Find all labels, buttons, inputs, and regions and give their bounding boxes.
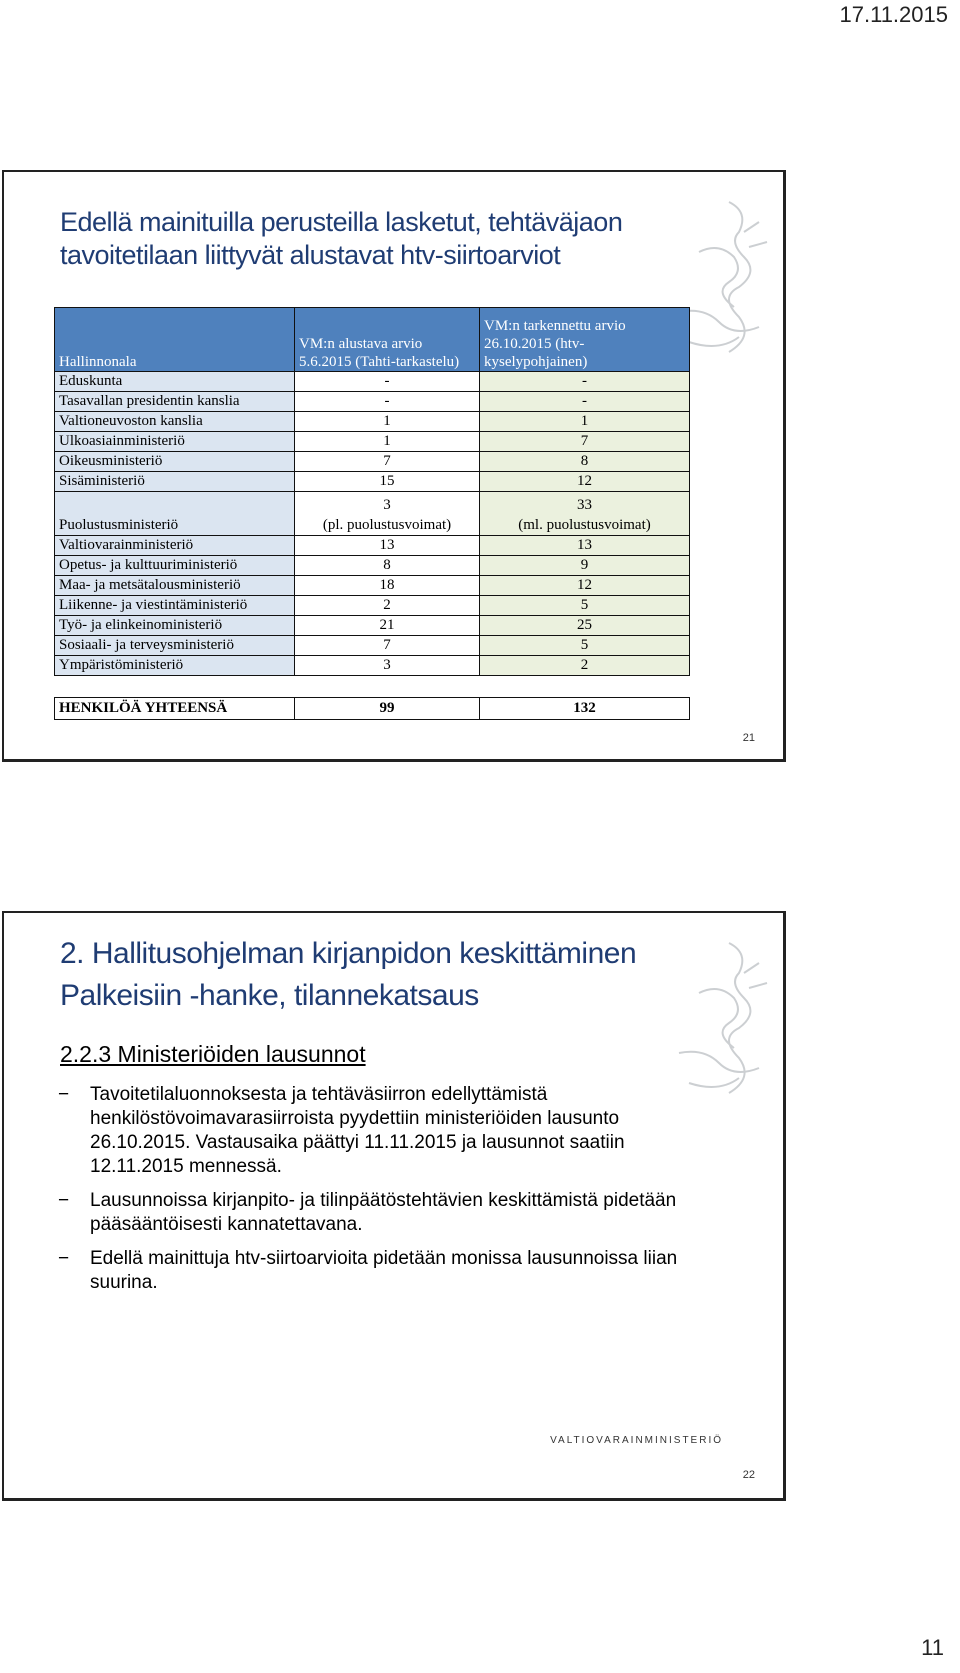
table-row — [55, 636, 690, 656]
title-line-1: Edellä mainituilla perusteilla lasketut, tehtäväjaon — [60, 207, 623, 237]
row-name: Sisäministeriö — [55, 472, 295, 492]
row-v1: 3 — [295, 656, 480, 676]
row-v2: 5 — [480, 636, 690, 656]
slide-number: 21 — [742, 732, 755, 744]
table-spacer-row — [55, 676, 690, 698]
list-item — [58, 1247, 718, 1295]
dash-bullet-icon: − — [58, 1084, 70, 1105]
page-date: 17.11.2015 — [839, 2, 948, 27]
total-v2: 132 — [480, 698, 690, 720]
row-v2: 13 — [480, 536, 690, 556]
row-v1: 7 — [295, 452, 480, 472]
table-row — [55, 412, 690, 432]
brand-logo-text: VALTIOVARAINMINISTERIÖ — [550, 1435, 723, 1446]
table-row — [55, 556, 690, 576]
page-number: 11 — [921, 1635, 944, 1660]
table-row — [55, 576, 690, 596]
row-v1 — [295, 492, 480, 536]
row-v1: 18 — [295, 576, 480, 596]
title-line-1: 2. Hallitusohjelman kirjanpidon keskittäminen — [60, 937, 637, 970]
row-name: Maa- ja metsätalousministeriö — [55, 576, 295, 596]
title-line-2: tavoitetilaan liittyvät alustavat htv-siirtoarviot — [60, 240, 561, 270]
row-name: Eduskunta — [55, 372, 295, 392]
row-v1: 15 — [295, 472, 480, 492]
slide-title — [60, 206, 622, 272]
dash-bullet-icon: − — [58, 1190, 70, 1211]
row-v1: 7 — [295, 636, 480, 656]
row-name: Opetus- ja kulttuuriministeriö — [55, 556, 295, 576]
slide-number: 22 — [742, 1469, 755, 1481]
slide-title — [60, 933, 636, 1017]
row-v2-note: (ml. puolustusvoimat) — [518, 517, 651, 533]
row-name: Ympäristöministeriö — [55, 656, 295, 676]
row-v1: 8 — [295, 556, 480, 576]
row-v1: 1 — [295, 412, 480, 432]
bullet-list — [58, 1083, 718, 1305]
table-row — [55, 432, 690, 452]
section-heading: 2.2.3 Ministeriöiden lausunnot — [60, 1041, 366, 1067]
table-header — [55, 308, 690, 372]
row-v1: - — [295, 372, 480, 392]
row-v2: 5 — [480, 596, 690, 616]
row-v1-value: 3 — [383, 497, 391, 513]
row-v1: 1 — [295, 432, 480, 452]
row-v2: 7 — [480, 432, 690, 452]
title-line-2: Palkeisiin -hanke, tilannekatsaus — [60, 979, 479, 1012]
row-name: Tasavallan presidentin kanslia — [55, 392, 295, 412]
row-name: Valtiovarainministeriö — [55, 536, 295, 556]
dash-bullet-icon: − — [58, 1248, 70, 1269]
total-v1: 99 — [295, 698, 480, 720]
col-alustava: VM:n alustava arvio 5.6.2015 (Tahti-tarkastelu) — [295, 308, 480, 372]
row-v1: - — [295, 392, 480, 412]
table-row — [55, 492, 690, 536]
table-row — [55, 656, 690, 676]
table-row — [55, 472, 690, 492]
row-name: Puolustusministeriö — [55, 492, 295, 536]
bullet-text: Lausunnoissa kirjanpito- ja tilinpäätöstehtävien keskittämistä pidetään pääsääntöisesti kannatettavana. — [90, 1190, 677, 1235]
total-label: HENKILÖÄ YHTEENSÄ — [55, 698, 295, 720]
htv-table — [54, 307, 690, 720]
table-row — [55, 536, 690, 556]
row-name: Liikenne- ja viestintäministeriö — [55, 596, 295, 616]
table-total-row — [55, 698, 690, 720]
row-name: Sosiaali- ja terveysministeriö — [55, 636, 295, 656]
row-v2-value: 33 — [577, 497, 592, 513]
list-item — [58, 1189, 718, 1237]
row-v2: - — [480, 392, 690, 412]
row-name: Ulkoasiainministeriö — [55, 432, 295, 452]
list-item — [58, 1083, 718, 1179]
row-v2: 25 — [480, 616, 690, 636]
row-name: Oikeusministeriö — [55, 452, 295, 472]
slide-21 — [2, 170, 786, 762]
row-v2: 1 — [480, 412, 690, 432]
row-name: Työ- ja elinkeinoministeriö — [55, 616, 295, 636]
table-row — [55, 392, 690, 412]
row-v2: - — [480, 372, 690, 392]
row-v2 — [480, 492, 690, 536]
col-tarkennettu: VM:n tarkennettu arvio 26.10.2015 (htv-kyselypohjainen) — [480, 308, 690, 372]
row-v2: 8 — [480, 452, 690, 472]
row-name: Valtioneuvoston kanslia — [55, 412, 295, 432]
row-v1: 13 — [295, 536, 480, 556]
row-v2: 2 — [480, 656, 690, 676]
row-v1-note: (pl. puolustusvoimat) — [322, 517, 452, 533]
row-v2: 12 — [480, 576, 690, 596]
table-row — [55, 372, 690, 392]
row-v2: 9 — [480, 556, 690, 576]
bullet-text: Tavoitetilaluonnoksesta ja tehtäväsiirron edellyttämistä henkilöstövoimavarasiirroista pyydettiin ministeriöiden lausunto 26.10.2015. Vastausaika päättyi 11.11.2015 ja lausunnot saatiin 12.11.2015 mennessä. — [90, 1084, 625, 1177]
table-row — [55, 616, 690, 636]
table-row — [55, 452, 690, 472]
col-hallinnonala: Hallinnonala — [55, 308, 295, 372]
table-row — [55, 596, 690, 616]
row-v1: 21 — [295, 616, 480, 636]
slide-22 — [2, 911, 786, 1501]
row-v1: 2 — [295, 596, 480, 616]
row-v2: 12 — [480, 472, 690, 492]
bullet-text: Edellä mainittuja htv-siirtoarvioita pidetään monissa lausunnoissa liian suurina. — [90, 1248, 678, 1293]
